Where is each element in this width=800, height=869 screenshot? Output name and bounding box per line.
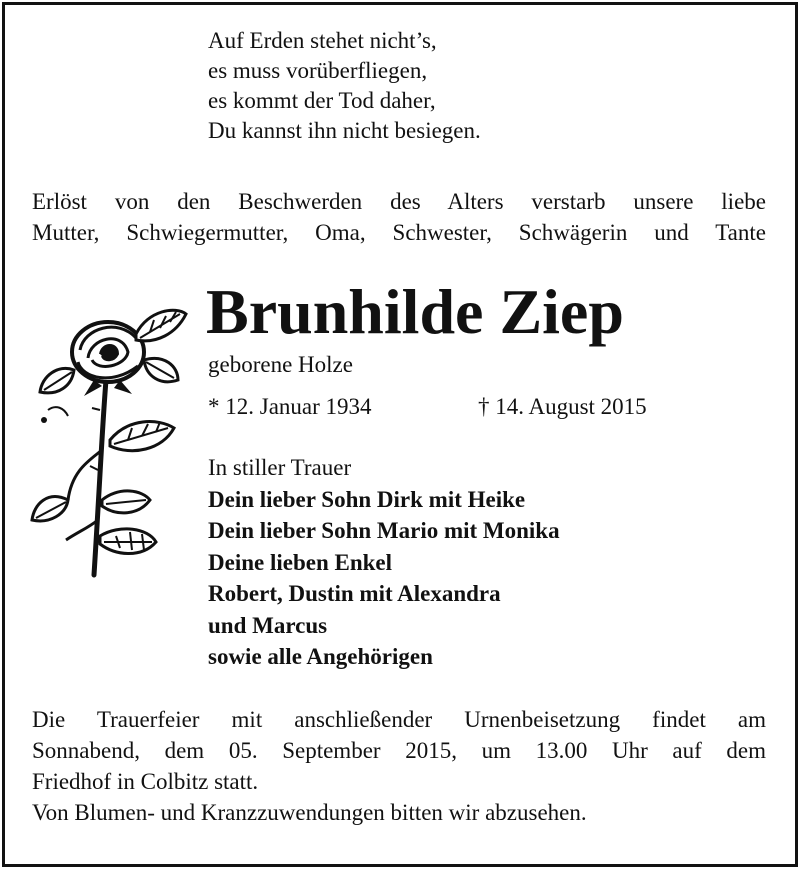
mourners-heading: In stiller Trauer: [208, 455, 352, 480]
death-date: † 14. August 2015: [478, 394, 647, 419]
intro-line: Mutter, Schwiegermutter, Oma, Schwester, Schwägerin und Tante: [32, 220, 766, 245]
intro-line: Erlöst von den Beschwerden des Alters verstarb unsere liebe: [32, 189, 766, 214]
funeral-info: [32, 704, 766, 828]
mourner-line: Dein lieber Sohn Dirk mit Heike: [208, 486, 526, 512]
verse-line: Auf Erden stehet nicht’s,: [208, 28, 437, 53]
funeral-line: Sonnabend, dem 05. September 2015, um 13.00 Uhr auf dem: [32, 738, 766, 763]
birth-date: * 12. Januar 1934: [208, 394, 372, 419]
verse-line: Du kannst ihn nicht besiegen.: [208, 118, 481, 143]
mourner-line: Deine lieben Enkel: [208, 549, 393, 575]
mourner-line: Robert, Dustin mit Alexandra: [208, 581, 501, 606]
deceased-name: Brunhilde Ziep: [206, 276, 624, 347]
intro-text: [32, 186, 766, 248]
mourner-line: Dein lieber Sohn Mario mit Monika: [208, 518, 560, 543]
verse: [208, 26, 481, 146]
funeral-line: Friedhof in Colbitz statt.: [32, 769, 259, 794]
mourner-line: sowie alle Angehörigen: [208, 644, 433, 669]
verse-line: es kommt der Tod daher,: [208, 88, 436, 113]
mourner-line: und Marcus: [208, 612, 328, 638]
mourners-list: [208, 452, 560, 673]
verse-line: es muss vorüberfliegen,: [208, 58, 428, 83]
rose-icon: [28, 300, 198, 580]
maiden-name: geborene Holze: [208, 352, 353, 377]
funeral-line: Die Trauerfeier mit anschließender Urnenbeisetzung findet am: [32, 707, 766, 732]
funeral-line: Von Blumen- und Kranzzuwendungen bitten wir abzusehen.: [32, 800, 587, 825]
